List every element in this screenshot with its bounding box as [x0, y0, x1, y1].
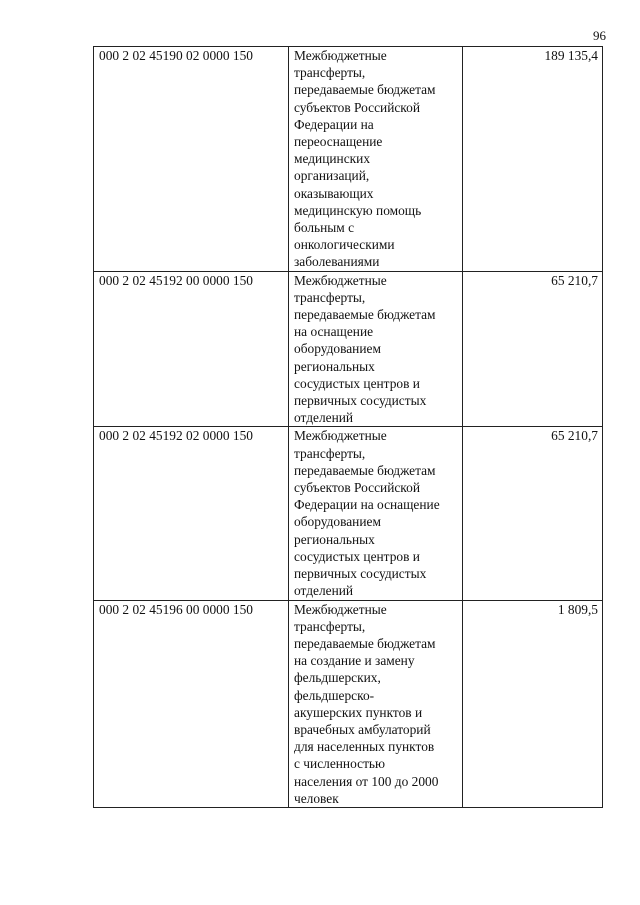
description-line: субъектов Российской [294, 99, 420, 115]
budget-code-cell: 000 2 02 45190 02 0000 150 [94, 47, 289, 272]
budget-code-cell: 000 2 02 45192 00 0000 150 [94, 271, 289, 427]
amount-cell: 189 135,4 [463, 47, 603, 272]
description-line: передаваемые бюджетам [294, 82, 436, 98]
description-line: Федерации на оснащение [294, 497, 440, 513]
description-line: сосудистых центров и [294, 375, 420, 391]
description-line: на создание и замену [294, 653, 415, 669]
description-line: субъектов Российской [294, 480, 420, 496]
table-row [94, 271, 603, 427]
table-body [94, 47, 603, 808]
description-line: трансферты, [294, 289, 366, 305]
description-line: передаваемые бюджетам [294, 307, 436, 323]
description-line: трансферты, [294, 618, 366, 634]
description-line: переоснащение [294, 134, 383, 150]
description-line: фельдшерских, [294, 670, 381, 686]
description-line: населения от 100 до 2000 [294, 773, 439, 789]
description-line: оказывающих [294, 185, 374, 201]
budget-code-cell: 000 2 02 45192 02 0000 150 [94, 427, 289, 600]
table-row [94, 427, 603, 600]
description-line: передаваемые бюджетам [294, 462, 436, 478]
description-line: оборудованием [294, 514, 381, 530]
description-line: региональных [294, 531, 375, 547]
description-line: с численностью [294, 756, 386, 772]
description-line: трансферты, [294, 65, 366, 81]
table-row [94, 47, 603, 272]
description-line: Межбюджетные [294, 48, 387, 63]
description-cell [289, 47, 463, 272]
description-line: передаваемые бюджетам [294, 635, 436, 651]
description-line: организаций, [294, 168, 370, 184]
description-line: медицинскую помощь [294, 202, 422, 218]
description-line: первичных сосудистых [294, 393, 427, 409]
description-line: заболеваниями [294, 254, 380, 270]
amount-cell: 65 210,7 [463, 271, 603, 427]
description-line: Межбюджетные [294, 272, 387, 288]
description-line: оборудованием [294, 341, 381, 357]
description-line: сосудистых центров и [294, 548, 420, 564]
description-line: медицинских [294, 151, 371, 167]
description-cell [289, 600, 463, 807]
description-line: первичных сосудистых [294, 566, 427, 582]
description-line: отделений [294, 583, 354, 599]
budget-code-cell: 000 2 02 45196 00 0000 150 [94, 600, 289, 807]
description-line: больным с [294, 220, 355, 236]
description-line: Межбюджетные [294, 428, 387, 444]
description-line: врачебных амбулаторий [294, 721, 431, 737]
description-line: Межбюджетные [294, 601, 387, 617]
page-number: 96 [593, 28, 606, 43]
description-line: на оснащение [294, 324, 374, 340]
description-line: онкологическими [294, 237, 395, 253]
description-line: региональных [294, 358, 375, 374]
description-line: Федерации на [294, 116, 374, 132]
amount-cell: 1 809,5 [463, 600, 603, 807]
description-line: отделений [294, 410, 354, 426]
table-row [94, 600, 603, 807]
description-line: фельдшерско- [294, 687, 375, 703]
description-cell [289, 427, 463, 600]
amount-cell: 65 210,7 [463, 427, 603, 600]
description-line: акушерских пунктов и [294, 704, 423, 720]
budget-table [93, 46, 603, 808]
description-line: для населенных пунктов [294, 739, 435, 755]
description-line: трансферты, [294, 445, 366, 461]
description-line: человек [294, 790, 339, 806]
description-cell [289, 271, 463, 427]
